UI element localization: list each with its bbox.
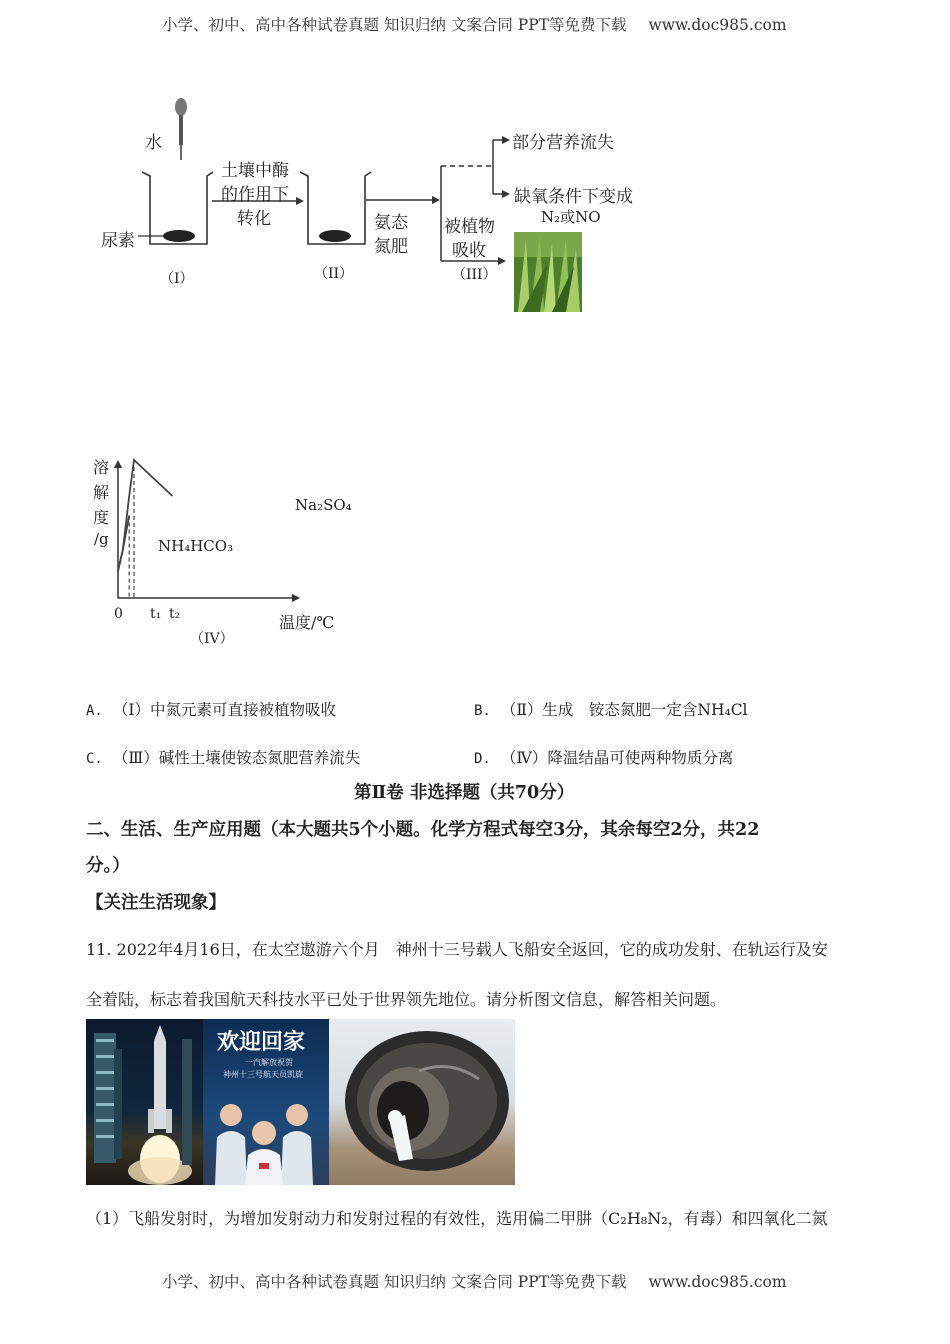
- option-b-text: （Ⅱ）生成 铵态氮肥一定含NH₄Cl: [500, 701, 748, 719]
- xtick-0: 0: [114, 606, 123, 622]
- q11-line1: 11. 2022年4月16日，在太空遨游六个月 神州十三号载人飞船安全返回，它的成功发射、在轨运行及安: [86, 940, 828, 959]
- beaker-1-icon: [138, 172, 213, 244]
- header-site: www.doc985.com: [648, 16, 787, 34]
- option-c-letter: C.: [86, 751, 103, 767]
- subhead: 【关注生活现象】: [86, 893, 226, 913]
- series-line-1: [118, 516, 129, 572]
- beaker-2-icon: [300, 172, 371, 244]
- dropper-icon: [175, 98, 187, 160]
- q11-line2: 全着陆，标志着我国航天科技水平已处于世界领先地位。请分析图文信息，解答相关问题。: [86, 990, 727, 1009]
- ylabel-char-2: 解: [93, 483, 110, 502]
- xtick-t1: t₁: [150, 606, 162, 622]
- capsule-landing-photo: [329, 1019, 515, 1185]
- xtick-t2: t₂: [169, 606, 181, 622]
- option-c-text: （Ⅲ）碱性土壤使铵态氮肥营养流失: [112, 749, 361, 767]
- poster-title: 欢迎回家: [217, 1030, 306, 1055]
- ammonium-label-2: 氮肥: [374, 237, 408, 257]
- poster-sub2: 神州十三号航天员凯旋: [223, 1070, 303, 1079]
- grass-photo: [514, 232, 582, 312]
- header-text: 小学、初中、高中各种试卷真题 知识归纳 文案合同 PPT等免费下载: [162, 16, 627, 34]
- option-d[interactable]: [474, 746, 733, 768]
- x-axis-arrow: [292, 594, 300, 602]
- option-c[interactable]: [86, 746, 360, 768]
- q11-part1: （1）飞船发射时，为增加发射动力和发射过程的有效性，选用偏二甲肼（C₂H₈N₂，有毒）和四氧化二氮: [86, 1209, 828, 1228]
- ylabel-char-3: 度: [93, 508, 110, 527]
- chart-axes: [114, 460, 300, 602]
- chart-xlabel: 温度/℃: [279, 613, 335, 632]
- branch-low-label-1: 被植物: [444, 217, 495, 237]
- astronauts-icon: [203, 1085, 329, 1185]
- branch-mid-label-2: N₂或NO: [541, 208, 601, 226]
- option-b-letter: B.: [474, 703, 491, 719]
- arrow1-label-1: 土壤中酶: [221, 161, 289, 181]
- footer-site: www.doc985.com: [648, 1273, 787, 1291]
- option-b[interactable]: [474, 698, 748, 720]
- section-title: 第Ⅱ卷 非选择题（共70分）: [354, 783, 575, 803]
- option-d-text: （Ⅳ）降温结晶可使两种物质分离: [500, 749, 734, 767]
- panel-label-IV: （IV）: [190, 631, 234, 647]
- branch-low-label-2: 吸收: [452, 241, 486, 261]
- option-a-letter: A.: [86, 703, 103, 719]
- ammonium-label-1: 氨态: [374, 213, 408, 233]
- label-urea: 尿素: [101, 231, 135, 251]
- welcome-home-poster: [203, 1019, 329, 1185]
- panel-label-III: （III）: [452, 267, 497, 283]
- series-label-na2so4: Na₂SO₄: [295, 496, 352, 514]
- panel-label-I: （I）: [160, 271, 194, 287]
- part2-heading-line1: 二、生活、生产应用题（本大题共5个小题。化学方程式每空3分，其余每空2分，共22: [86, 820, 760, 840]
- panel-label-II: （II）: [314, 266, 354, 282]
- rocket-launch-photo: [86, 1019, 203, 1185]
- footer-text: 小学、初中、高中各种试卷真题 知识归纳 文案合同 PPT等免费下载: [162, 1273, 627, 1291]
- arrow1-label-3: 转化: [237, 209, 271, 229]
- option-d-letter: D.: [474, 751, 491, 767]
- part2-heading-line2: 分。）: [86, 856, 130, 876]
- ylabel-char-1: 溶: [93, 458, 110, 477]
- ylabel-char-4: /g: [94, 530, 109, 548]
- option-a-text: （Ⅰ）中氮元素可直接被植物吸收: [112, 701, 336, 719]
- branch-mid-label-1: 缺氧条件下变成: [514, 187, 633, 207]
- arrow1-label-2: 的作用下: [221, 185, 289, 205]
- label-water: 水: [145, 133, 162, 153]
- option-a[interactable]: [86, 698, 336, 720]
- series-label-nh4hco3: NH₄HCO₃: [158, 537, 234, 555]
- page-footer: [162, 1270, 787, 1292]
- branch-top-label: 部分营养流失: [512, 133, 614, 153]
- y-axis-arrow: [114, 460, 122, 468]
- poster-sub1: 一汽解放祝贺: [245, 1058, 293, 1067]
